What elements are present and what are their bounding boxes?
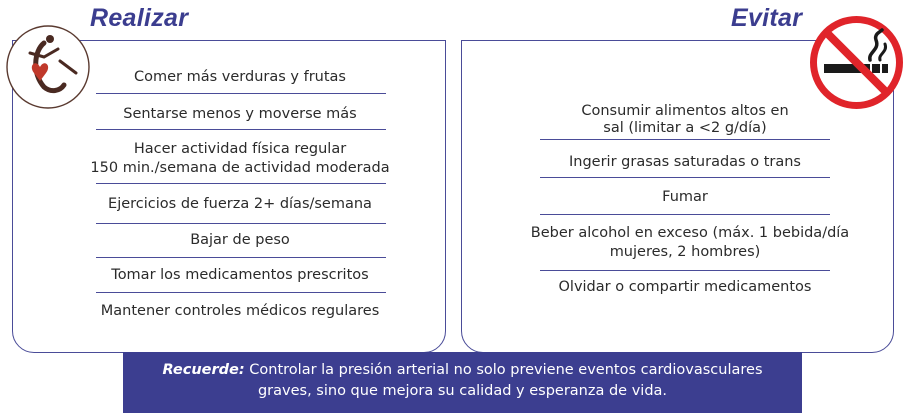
- do-item-physical-activity: Hacer actividad física regular: [133, 141, 347, 157]
- avoid-heading: Evitar: [731, 4, 803, 32]
- do-item-activity-minutes: 150 min./semana de actividad moderada: [90, 160, 390, 176]
- avoid-item-smoking: Fumar: [662, 189, 708, 205]
- avoid-divider: [540, 139, 830, 140]
- do-divider: [96, 292, 386, 293]
- avoid-divider: [540, 270, 830, 271]
- do-item-checkups: Mantener controles médicos regulares: [100, 303, 380, 319]
- avoid-item-alcohol: Beber alcohol en exceso (máx. 1 bebida/día: [530, 225, 850, 241]
- reminder-line-1: [123, 360, 802, 381]
- reminder-text-2: graves, sino que mejora su calidad y esperanza de vida.: [257, 383, 668, 399]
- avoid-item-forget-meds: Olvidar o compartir medicamentos: [558, 279, 812, 295]
- do-divider: [96, 129, 386, 130]
- avoid-item-alcohol-limit: mujeres, 2 hombres): [609, 244, 761, 260]
- do-item-lose-weight: Bajar de peso: [190, 232, 290, 248]
- reminder-label: Recuerde:: [162, 362, 245, 378]
- do-divider: [96, 257, 386, 258]
- do-item-move-more: Sentarse menos y moverse más: [123, 106, 357, 122]
- avoid-item-fats: Ingerir grasas saturadas o trans: [569, 154, 801, 170]
- avoid-item-salt: Consumir alimentos altos en: [581, 103, 789, 119]
- no-smoking-icon: [810, 16, 903, 109]
- avoid-divider: [540, 214, 830, 215]
- reminder-banner: [123, 352, 802, 413]
- do-divider: [96, 223, 386, 224]
- do-heading: Realizar: [90, 4, 189, 32]
- avoid-divider: [540, 177, 830, 178]
- avoid-item-salt-limit: sal (limitar a <2 g/día): [603, 120, 767, 136]
- do-item-strength: Ejercicios de fuerza 2+ días/semana: [108, 196, 372, 212]
- heart-person-emblem-icon: [4, 21, 94, 113]
- do-item-medication: Tomar los medicamentos prescritos: [111, 267, 369, 283]
- reminder-text-1: Controlar la presión arterial no solo previene eventos cardiovasculares: [249, 362, 763, 378]
- do-item-vegetables: Comer más verduras y frutas: [134, 69, 346, 85]
- do-divider: [96, 183, 386, 184]
- do-divider: [96, 93, 386, 94]
